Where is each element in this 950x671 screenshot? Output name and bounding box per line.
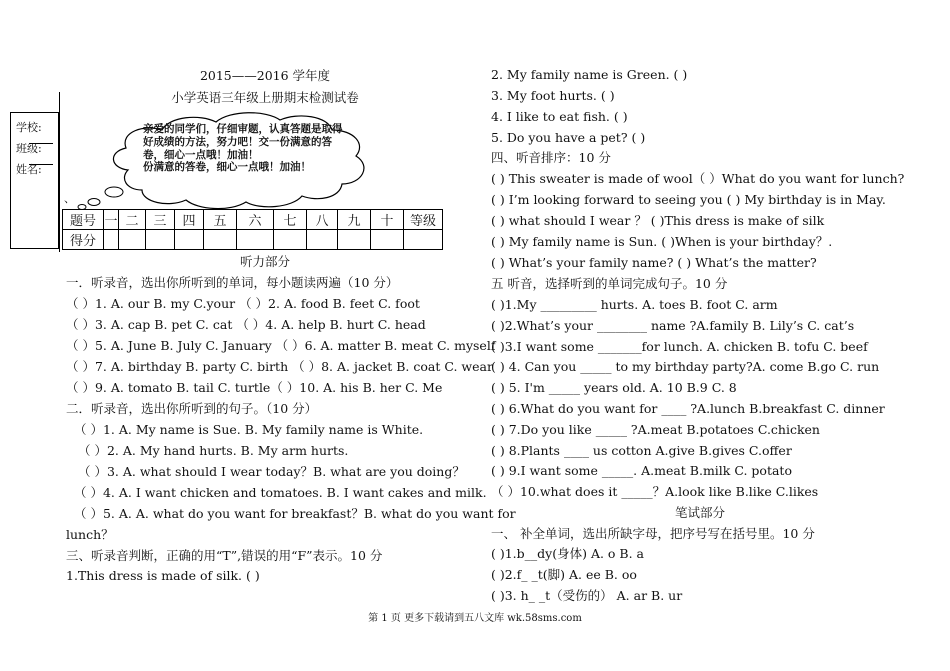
section-1-title: 一．听录音，选出你所听到的单词，每小题读两遍（10 分） [66,275,399,290]
question-line: ( ) 6.What do you want for ____ ?A.lunch B.breakfast C. dinner [491,401,885,416]
section-3-title: 三、听录音判断，正确的用“T”,错误的用“F”表示。10 分 [66,548,383,563]
section-5-title: 五 听音，选择听到的单词完成句子。10 分 [491,276,728,291]
question-line: ( ) 4. Can you _____ to my birthday party?A. come B.go C. run [491,359,880,374]
score-cell[interactable] [119,230,146,250]
class-label: 班级: [16,142,42,155]
score-header-cell: 一 [104,210,119,230]
question-line: ( ) 7.Do you like _____ ?A.meat B.potatoes C.chicken [491,422,820,437]
score-header-cell: 九 [338,210,371,230]
score-cell[interactable] [404,230,443,250]
stray-mark: 、 [64,192,75,205]
section-listening-title: 听力部分 [239,254,290,269]
school-label: 学校: [16,121,42,134]
score-cell[interactable] [204,230,237,250]
score-header-cell: 三 [146,210,175,230]
score-header-cell: 七 [274,210,307,230]
page-footer: 第 1 页 更多下载请到五八文库 wk.58sms.com [368,613,582,624]
score-header-cell: 题号 [63,210,104,230]
question-line: 5. Do you have a pet? ( ) [491,130,646,145]
score-header-cell: 五 [204,210,237,230]
question-line: （ ）5. A. June B. July C. January （ ）6. A. matter B. meat C. myself [66,338,496,353]
score-cell[interactable] [146,230,175,250]
cloud-line-3: 卷，细心一点哦！加油！ [143,149,259,161]
name-label: 姓名: [16,163,42,176]
cloud-line-4: 份满意的答卷，细心一点哦！加油！ [143,161,311,173]
binding-line [59,92,60,252]
question-line: ( )1.My _________ hurts. A. toes B. foot C. arm [491,297,778,312]
score-header-cell: 四 [175,210,204,230]
score-cell[interactable] [175,230,204,250]
score-cell[interactable] [104,230,119,250]
question-line: （ ）2. A. My hand hurts. B. My arm hurts. [78,443,349,458]
question-line: ( ) 5. I'm _____ years old. A. 10 B.9 C. 8 [491,380,737,395]
question-line: ( ) What’s your family name? ( ) What’s the matter? [491,255,817,270]
score-header-cell: 等级 [404,210,443,230]
score-cell[interactable] [338,230,371,250]
question-line: ( ) 8.Plants ____ us cotton A.give B.gives C.offer [491,443,792,458]
question-line: （ ）9. A. tomato B. tail C. turtle（ ）10. A. his B. her C. Me [66,380,443,395]
score-table [62,209,443,250]
question-line: 3. My foot hurts. ( ) [491,88,615,103]
score-cell[interactable] [371,230,404,250]
question-line: ( )1.b__dy(身体) A. o B. a [491,546,645,561]
question-line: 1.This dress is made of silk. ( ) [66,568,260,583]
score-header-cell: 二 [119,210,146,230]
question-line: 4. I like to eat fish. ( ) [491,109,628,124]
score-table-score-row [63,230,443,250]
question-line: （ ）3. A. cap B. pet C. cat （ ）4. A. help B. hurt C. head [66,317,426,332]
question-line: （ ）1. A. My name is Sue. B. My family name is White. [74,422,424,437]
exam-year: 2015——2016 学年度 [199,68,331,83]
score-cell[interactable] [274,230,307,250]
exam-title: 小学英语三年级上册期末检测试卷 [171,90,359,105]
section-written-title: 笔试部分 [674,505,725,520]
question-line: ( ) 9.I want some _____. A.meat B.milk C. potato [491,463,792,478]
question-line: （ ）1. A. our B. my C.your （ ）2. A. food B. feet C. foot [66,296,420,311]
question-line: （ ）4. A. I want chicken and tomatoes. B. I want cakes and milk. [74,485,487,500]
written-section-1-title: 一、 补全单词，选出所缺字母，把序号写在括号里。10 分 [491,526,815,541]
section-2-title: 二．听录音，选出你所听到的句子。（10 分） [66,401,318,416]
score-row-label: 得分 [63,230,104,250]
question-line: ( )2.What’s your ________ name ?A.family B. Lily’s C. cat’s [491,318,855,333]
score-header-cell: 十 [371,210,404,230]
question-line: （ ）10.what does it _____？A.look like B.like C.likes [491,484,819,499]
cloud-line-1: 亲爱的同学们，仔细审题，认真答题是取得 [143,123,343,135]
question-line: ( ) what should I wear ？ ( )This dress is make of silk [491,213,825,228]
score-header-cell: 八 [307,210,338,230]
question-line: （ ）5. A. A. what do you want for breakfast？B. what do you want for [74,506,516,521]
question-line: 2. My family name is Green. ( ) [491,67,688,82]
score-header-cell: 六 [237,210,274,230]
question-line: ( ) My family name is Sun. ( )When is your birthday？. [491,234,833,249]
question-line: （ ）7. A. birthday B. party C. birth （ ）8. A. jacket B. coat C. wear [66,359,493,374]
question-line: ( )3. h_ _t（受伤的） A. ar B. ur [491,588,683,603]
question-line: ( ) This sweater is made of wool（ ）What do you want for lunch? [491,171,905,186]
question-line: ( ) I’m looking forward to seeing you ( ) My birthday is in May. [491,192,886,207]
score-table-header-row [63,210,443,230]
student-info-box [10,112,59,249]
question-line: ( )3.I want some _______for lunch. A. chicken B. tofu C. beef [491,339,868,354]
question-line: （ ）3. A. what should I wear today？B. what are you doing？ [78,464,465,479]
cloud-line-2: 好成绩的方法，努力吧！交一份满意的答 [143,136,332,148]
section-4-title: 四、听音排序：10 分 [491,150,611,165]
question-line: ( )2.f_ _t(脚) A. ee B. oo [491,567,637,582]
score-cell[interactable] [237,230,274,250]
question-line: lunch？ [66,527,114,542]
score-cell[interactable] [307,230,338,250]
